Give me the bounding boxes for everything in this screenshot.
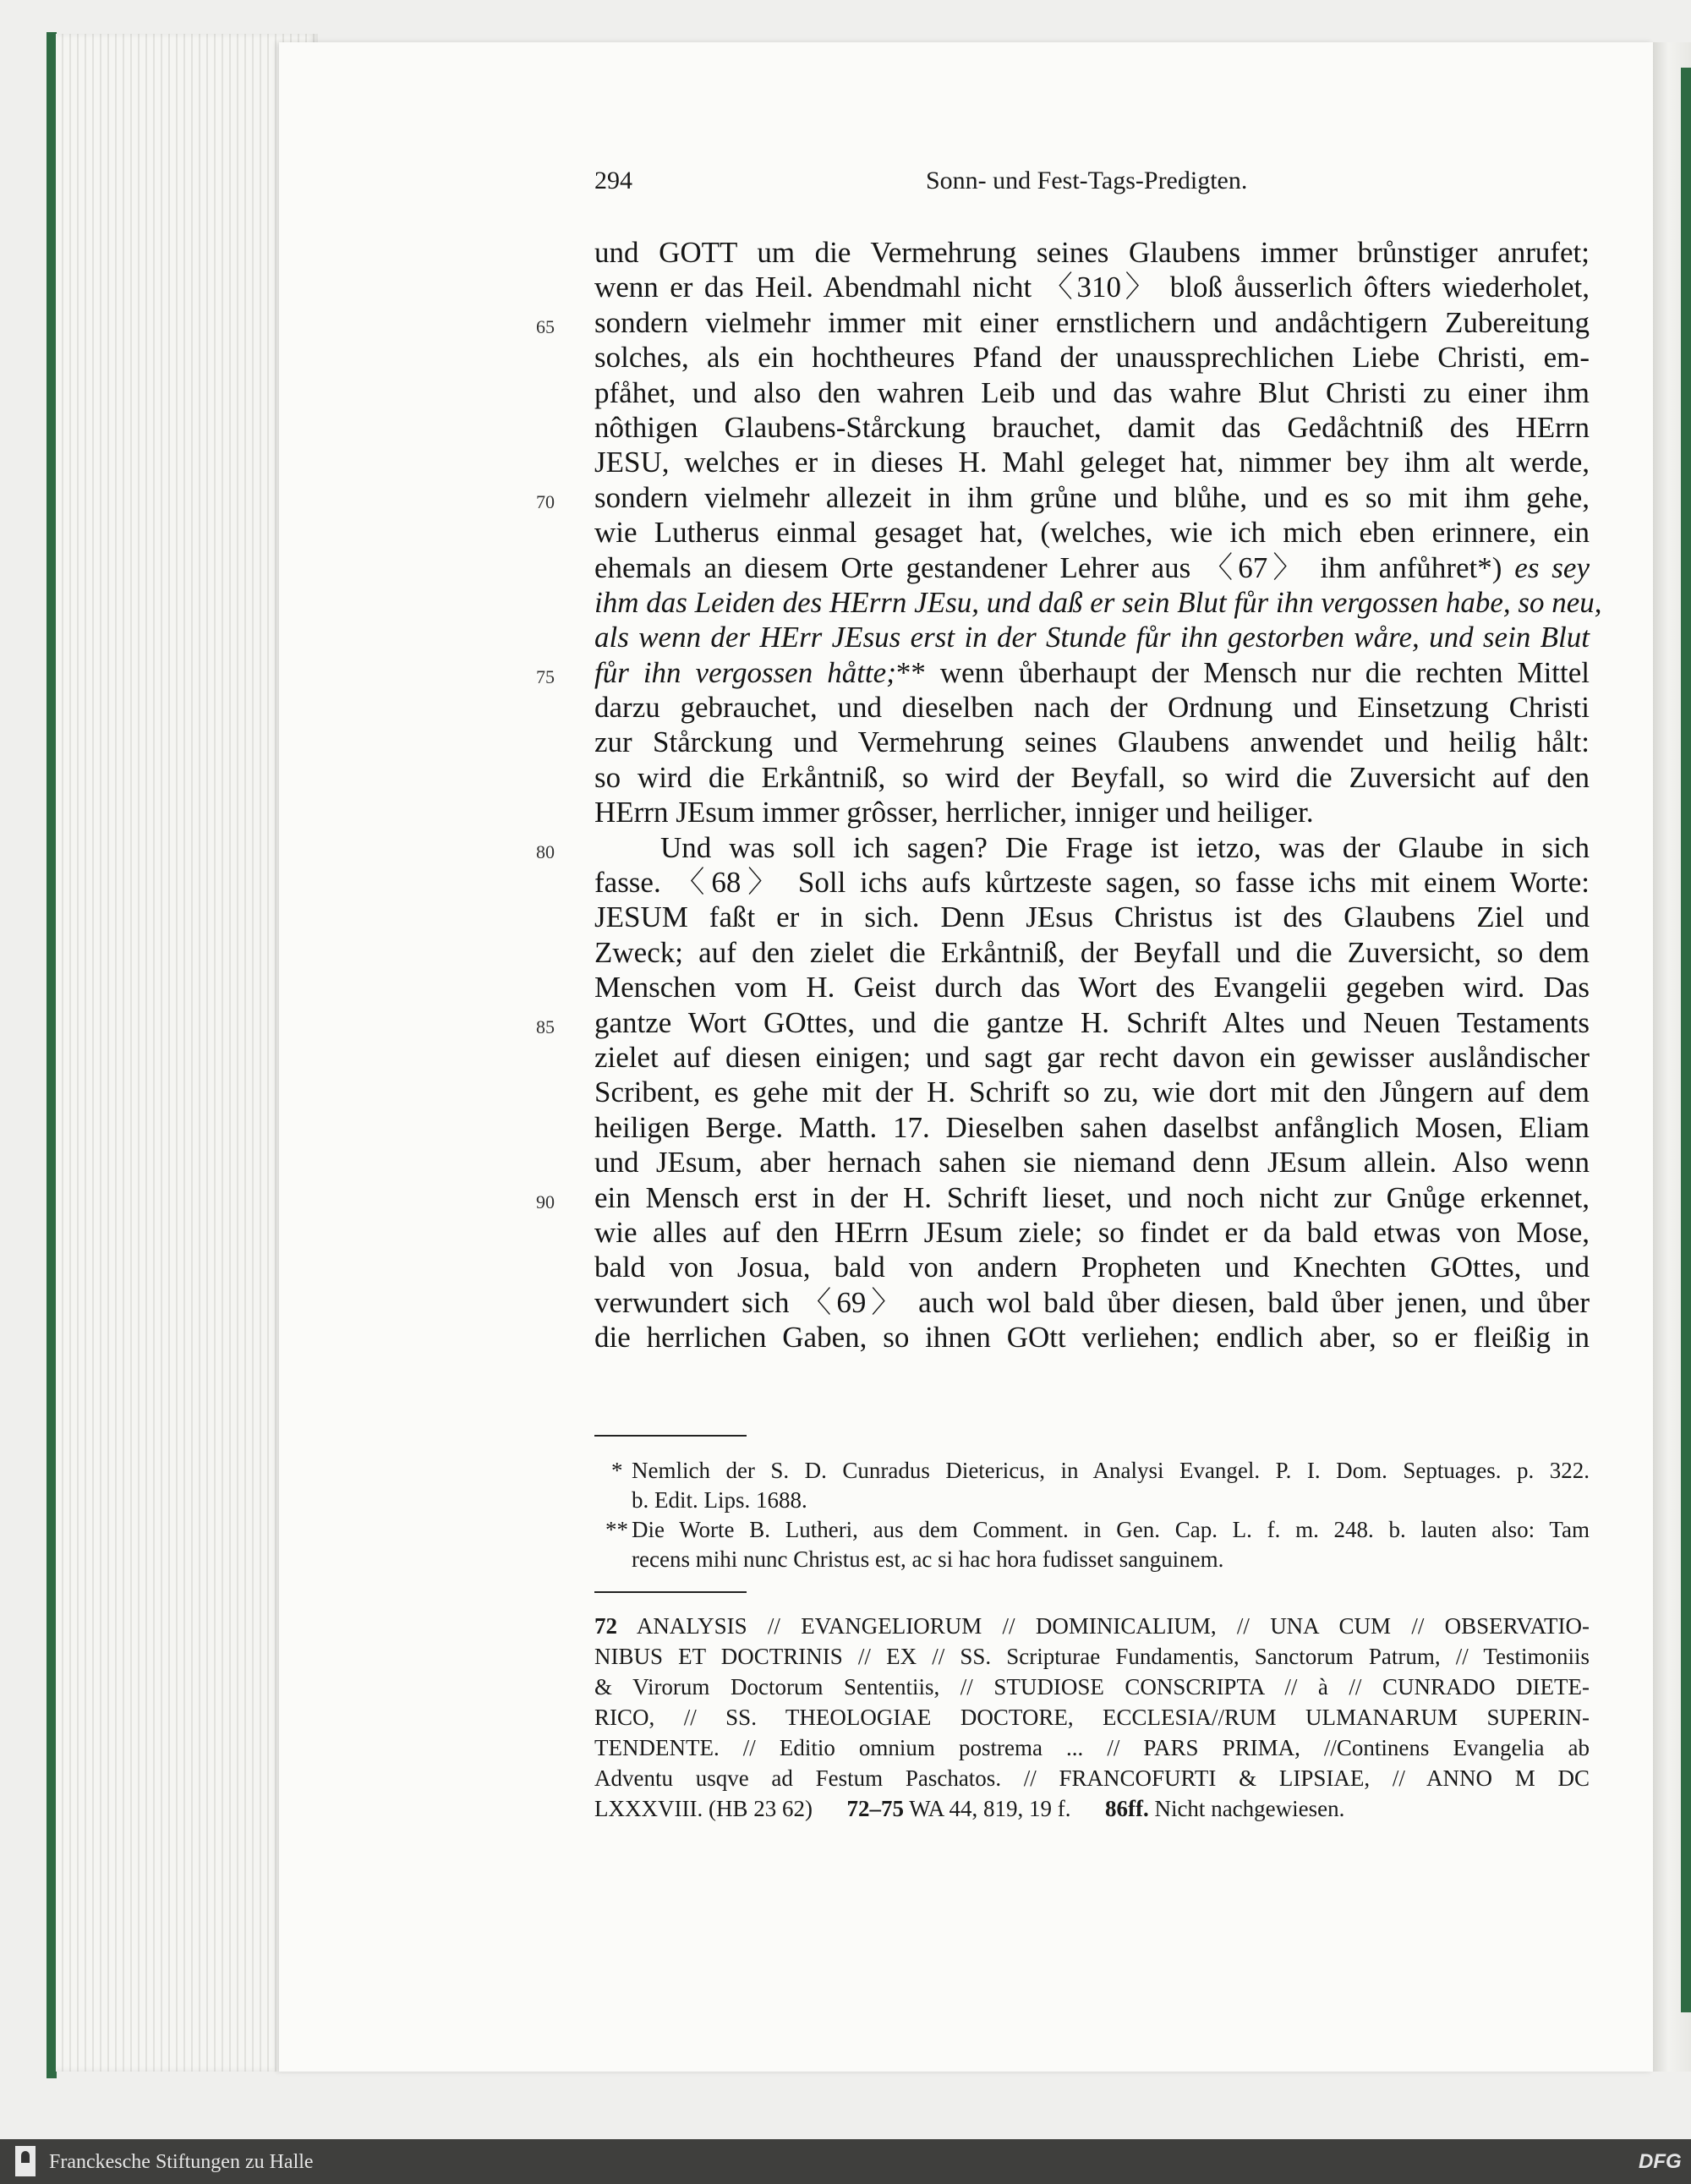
text-line: [594, 760, 1590, 795]
text-segment: heiligen Berge. Matth. 17. Dieselben sahen daselbst anfånglich Mosen, Eliam: [594, 1110, 1590, 1144]
text-segment: ** wenn ůberhaupt der Mensch nur die rechten Mittel: [895, 655, 1590, 689]
text-segment: HErrn JEsum immer grôsser, herrlicher, inniger und heiliger.: [594, 796, 1314, 829]
text-line: [594, 445, 1590, 479]
text-line: [594, 1320, 1590, 1355]
critical-apparatus: [594, 1611, 1590, 1824]
apparatus-line: [594, 1702, 1590, 1732]
text-segment: Zweck; auf den zielet die Erkåntniß, der Beyfall und die Zuversicht, so dem: [594, 935, 1590, 969]
text-line: [536, 480, 1590, 515]
apparatus-line: [594, 1641, 1590, 1672]
text-line: [594, 270, 1590, 304]
italic-text: als wenn der HErr JEsus erst in der Stunde fůr ihn gestorben wåre, und sein Blut: [594, 621, 1590, 654]
apparatus-text: WA 44, 819, 19 f.: [903, 1796, 1105, 1821]
footnote-line: recens mihi nunc Christus est, ac si hac hora fudisset sanguinem.: [632, 1546, 1224, 1572]
book-cover-right: [1681, 68, 1691, 2012]
footer-dfg-label: DFG: [1639, 2150, 1682, 2173]
page-number: 294: [594, 167, 632, 194]
text-line: [536, 830, 1590, 865]
text-segment: pfåhet, und also den wahren Leib und das wahre Blut Christi zu einer ihm: [594, 375, 1590, 409]
text-segment: zielet auf diesen einigen; und sagt gar recht davon ein gewisser auslåndischer: [594, 1040, 1590, 1074]
text-line: [594, 585, 1602, 620]
text-segment: und JEsum, aber hernach sahen sie niemand denn JEsum allein. Also wenn: [594, 1146, 1590, 1180]
text-line: [594, 1250, 1590, 1284]
apparatus-text: Adventu usqve ad Festum Paschatos. // FRANCOFURTI & LIPSIAE, // ANNO M DC: [594, 1765, 1590, 1791]
text-segment: gantze Wort GOttes, und die gantze H. Schrift Altes und Neuen Testaments: [594, 1005, 1590, 1039]
footnote-line: Nemlich der S. D. Cunradus Dietericus, in Analysi Evangel. P. I. Dom. Septuages. p. 322.: [632, 1458, 1590, 1483]
text-line: [536, 1180, 1590, 1215]
line-number: 80: [536, 840, 555, 862]
apparatus-text: & Virorum Doctorum Sententiis, // STUDIOSE CONSCRIPTA // à // CUNRADO DIETE-: [594, 1674, 1590, 1700]
text-line: [594, 340, 1590, 375]
text-segment: wie Lutherus einmal gesaget hat, (welches, wie ich mich eben erinnere, ein: [594, 516, 1590, 550]
text-line: [594, 1145, 1590, 1180]
apparatus-line: [594, 1732, 1590, 1763]
text-line: [594, 795, 1590, 829]
text-segment: Und was soll ich sagen? Die Frage ist ietzo, was der Glaube in sich: [660, 830, 1590, 864]
text-line: [594, 935, 1590, 970]
apparatus-text: NIBUS ET DOCTRINIS // EX // SS. Scripturae Fundamentis, Sanctorum Patrum, // Testimoniis: [594, 1644, 1590, 1669]
apparatus-text: Nicht nachgewiesen.: [1148, 1796, 1345, 1821]
text-line: [594, 970, 1590, 1004]
text-segment: sondern vielmehr immer mit einer ernstlichern und andåchtigern Zubereitung: [594, 305, 1590, 339]
apparatus-line: [594, 1793, 1590, 1824]
text-line: [594, 1110, 1590, 1145]
footnote-mark: **: [605, 1517, 628, 1542]
apparatus-text: ANALYSIS // EVANGELIORUM // DOMINICALIUM, // UNA CUM // OBSERVATIO-: [617, 1613, 1590, 1639]
text-line: [594, 900, 1590, 934]
apparatus-text: RICO, // SS. THEOLOGIAE DOCTORE, ECCLESIA//RUM ULMANARUM SUPERIN-: [594, 1705, 1590, 1730]
text-line: [594, 235, 1590, 270]
text-segment: nôthigen Glaubens-Stårckung brauchet, damit das Gedåchtniß des HErrn: [594, 410, 1590, 444]
text-line: [594, 515, 1590, 550]
apparatus-text: LXXXVIII. (HB 23 62): [594, 1796, 847, 1821]
apparatus-reference: 86ff.: [1104, 1796, 1149, 1821]
italic-text: es sey: [1514, 550, 1590, 584]
text-segment: so wird die Erkåntniß, so wird der Beyfall, so wird die Zuversicht auf den: [594, 760, 1590, 794]
apparatus-line: [594, 1763, 1590, 1793]
text-segment: bald von Josua, bald von andern Propheten und Knechten GOttes, und: [594, 1251, 1590, 1284]
text-segment: solches, als ein hochtheures Pfand der unaussprechlichen Liebe Christi, em-: [594, 341, 1590, 375]
line-number: 75: [536, 665, 555, 687]
running-title: Sonn- und Fest-Tags-Predigten.: [926, 167, 1248, 194]
text-line: [594, 725, 1590, 759]
apparatus-reference: 72–75: [846, 1796, 904, 1821]
italic-text: fůr ihn vergossen håtte;: [594, 655, 896, 689]
footnote-rule: [594, 1435, 747, 1437]
text-segment: die herrlichen Gaben, so ihnen GOtt verliehen; endlich aber, so er fleißig in: [594, 1321, 1590, 1355]
text-segment: Scribent, es gehe mit der H. Schrift so zu, wie dort mit den Jůngern auf dem: [594, 1076, 1590, 1109]
text-segment: Menschen vom H. Geist durch das Wort des Evangelii gegeben wird. Das: [594, 971, 1590, 1004]
body-text: [536, 235, 1602, 1355]
text-segment: JESU, welches er in dieses H. Mahl geleget hat, nimmer bey ihm alt werde,: [594, 446, 1590, 479]
text-segment: zur Stårckung und Vermehrung seines Glaubens anwendet und heilig hålt:: [594, 725, 1590, 759]
text-segment: ein Mensch erst in der H. Schrift lieset, und noch nicht zur Gnůge erkennet,: [594, 1180, 1590, 1214]
line-number: 90: [536, 1191, 555, 1212]
text-line: [594, 410, 1590, 445]
text-segment: verwundert sich 〈69〉 auch wol bald ůber diesen, bald ůber jenen, und ůber: [594, 1285, 1590, 1319]
footnote-line: Die Worte B. Lutheri, aus dem Comment. in Gen. Cap. L. f. m. 248. b. lauten also: Tam: [632, 1517, 1590, 1542]
text-segment: fasse. 〈68〉 Soll ichs aufs kůrtzeste sagen, so fasse ichs mit einem Worte:: [594, 866, 1590, 900]
footer-institution-label: Franckesche Stiftungen zu Halle: [49, 2151, 314, 2173]
text-line: [594, 375, 1590, 410]
italic-text: ihm das Leiden des HErrn JEsu, und daß er sein Blut fůr ihn vergossen habe, so neu,: [594, 585, 1602, 619]
line-number: 70: [536, 490, 555, 512]
text-line: [594, 865, 1590, 900]
text-line: [536, 305, 1590, 340]
line-number: 85: [536, 1015, 555, 1037]
text-segment: JESUM faßt er in sich. Denn JEsus Christus ist des Glaubens Ziel und: [594, 900, 1590, 934]
institution-logo-icon: [15, 2146, 36, 2176]
apparatus-line: [594, 1611, 1590, 1641]
footnotes: [594, 1456, 1590, 1574]
text-line: [594, 690, 1590, 725]
footnote: [594, 1515, 1590, 1574]
text-segment: und GOTT um die Vermehrung seines Glaubens immer brůnstiger anrufet;: [594, 236, 1590, 269]
apparatus-reference: 72: [594, 1613, 617, 1639]
text-line: [536, 655, 1590, 690]
text-segment: ehemals an diesem Orte gestandener Lehrer aus 〈67〉 ihm anfůhret*): [594, 550, 1515, 584]
text-line: [594, 1075, 1590, 1109]
text-segment: sondern vielmehr allezeit in ihm grůne und blůhe, und es so mit ihm gehe,: [594, 480, 1590, 514]
footnote: [594, 1456, 1590, 1515]
text-segment: darzu gebrauchet, und dieselben nach der Ordnung und Einsetzung Christi: [594, 691, 1590, 725]
apparatus-rule: [594, 1591, 747, 1593]
text-line: [594, 1040, 1590, 1075]
footnote-line: b. Edit. Lips. 1688.: [632, 1487, 807, 1513]
footnote-mark: *: [611, 1458, 623, 1483]
text-line: [536, 1005, 1590, 1040]
apparatus-text: TENDENTE. // Editio omnium postrema ... // PARS PRIMA, //Continens Evangelia ab: [594, 1735, 1590, 1760]
text-line: [594, 550, 1590, 585]
text-segment: wie alles auf den HErrn JEsum ziele; so findet er da bald etwas von Mose,: [594, 1215, 1590, 1249]
text-line: [594, 620, 1590, 654]
apparatus-line: [594, 1672, 1590, 1702]
text-line: [594, 1215, 1590, 1250]
line-number: 65: [536, 315, 555, 337]
text-segment: wenn er das Heil. Abendmahl nicht 〈310〉 bloß åusserlich ôfters wiederholet,: [594, 271, 1590, 304]
text-line: [594, 1285, 1590, 1320]
